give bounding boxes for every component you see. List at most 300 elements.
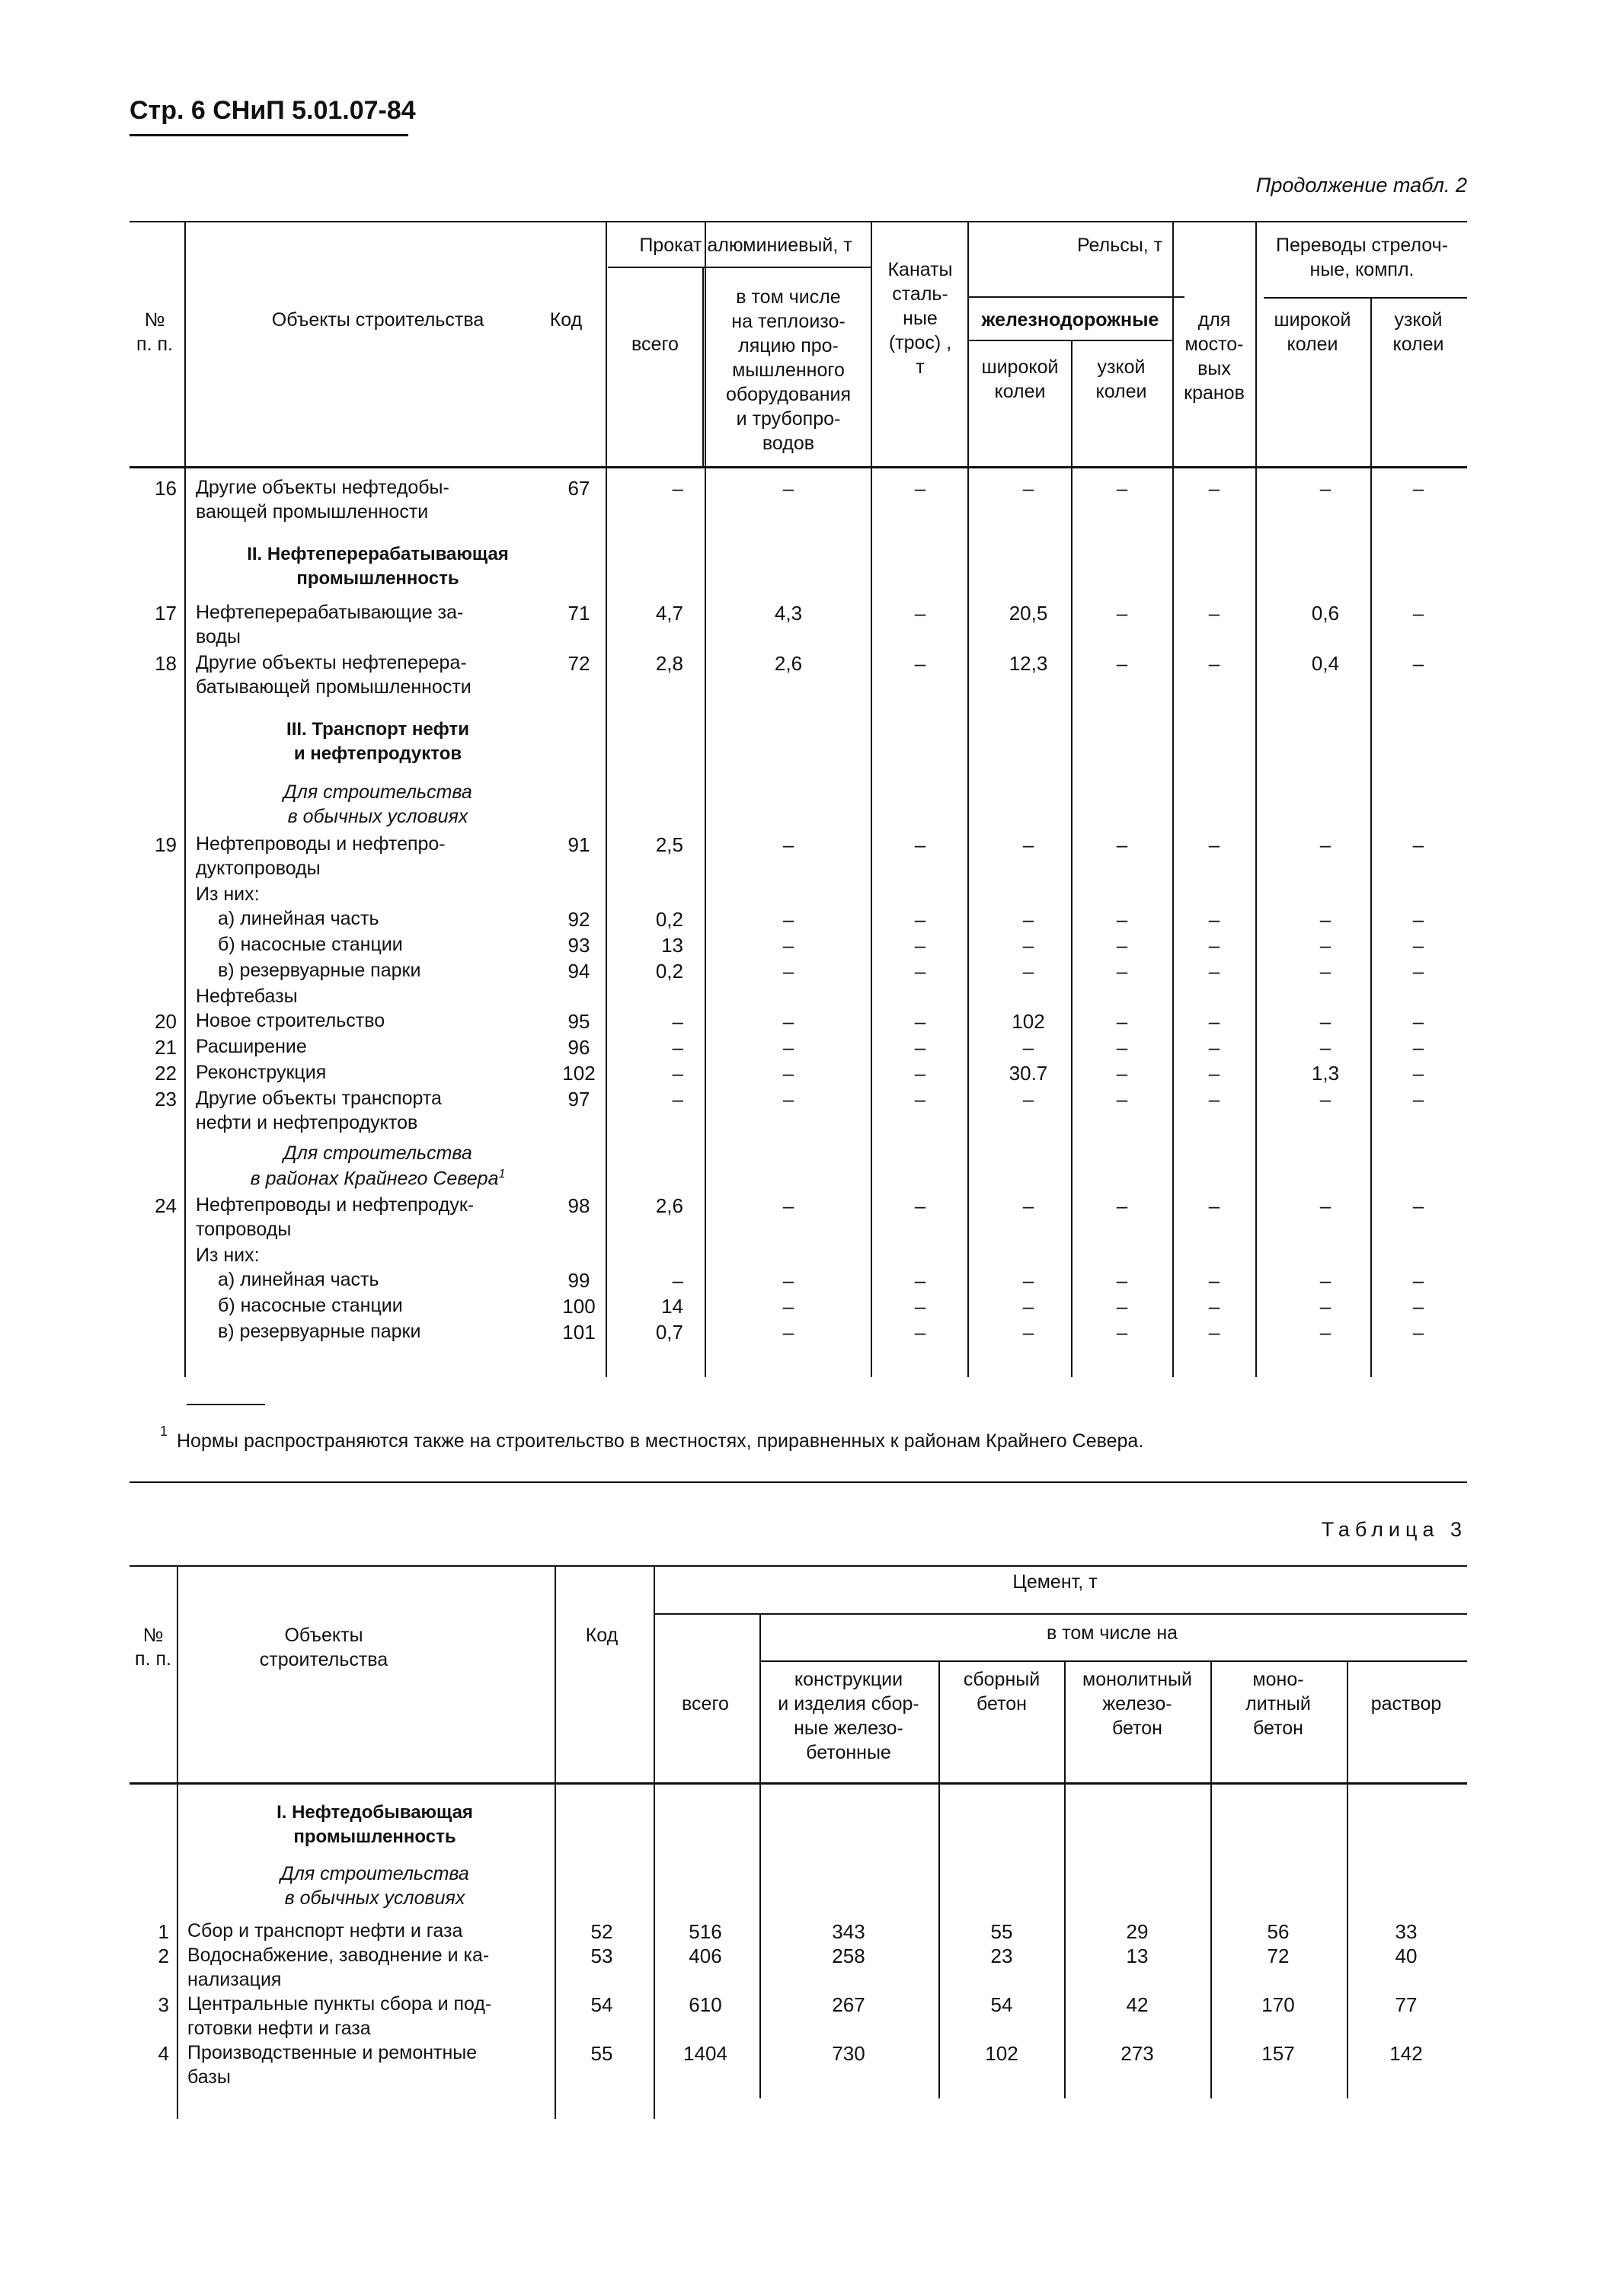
text: всего (682, 1693, 729, 1715)
table2-row-number: 21 (155, 1036, 177, 1059)
table2-cell: 12,3 (1009, 652, 1048, 675)
table2-row-name: Другие объекты нефтеперера- (196, 652, 467, 673)
table2-cell: 0,6 (1311, 602, 1340, 625)
table2-cell: – (1319, 1036, 1331, 1059)
table2-cell: – (1116, 1194, 1128, 1217)
text: узкой (1394, 309, 1443, 331)
table2-row-number: 18 (155, 652, 177, 675)
table3-cell: 29 (1126, 1920, 1149, 1943)
table3-cell: 170 (1261, 1993, 1295, 2016)
table2-cell: 1,3 (1311, 1062, 1340, 1085)
table3-header-cement: Цемент, т (1012, 1571, 1098, 1593)
table2-cell: – (1412, 1194, 1424, 1217)
text: моно- (1252, 1669, 1304, 1690)
table2-cell: – (1208, 1010, 1220, 1033)
table3-cell: 23 (990, 1945, 1013, 1967)
table2-cell: – (782, 1062, 794, 1085)
table2-row-name: Нефтепроводы и нефтепро- (196, 833, 446, 855)
table3-row-code: 55 (590, 2042, 613, 2065)
table2-row-name: Из них: (196, 1245, 260, 1266)
table3-row-name: готовки нефти и газа (187, 2018, 371, 2039)
table2-cell: – (1412, 1010, 1424, 1033)
table2-cell: 4,3 (774, 602, 803, 625)
text: на теплоизо- (731, 311, 846, 332)
table2-header-switches: Переводы стрелоч- (1275, 235, 1449, 256)
text: ные железо- (794, 1718, 903, 1739)
table2-cell: – (914, 1088, 926, 1111)
table3-row-name: Производственные и ремонтные (187, 2042, 478, 2063)
table2-cell: – (782, 1269, 794, 1292)
table2-header-ropes: (трос) , (888, 332, 952, 353)
column-line (184, 221, 186, 1377)
table2-row-code: 93 (567, 934, 590, 957)
page-header: Стр. 6 СНиП 5.01.07-84 (129, 96, 416, 125)
table2-row-code: 91 (567, 833, 590, 856)
footnote-separator (187, 1404, 265, 1405)
table2-row-name: Нефтепроводы и нефтепродук- (196, 1194, 475, 1216)
table2-cell: 4,7 (655, 602, 683, 625)
table2-cell: – (1208, 1088, 1220, 1111)
table2-header-ropes: Канаты (887, 259, 953, 280)
column-line (1071, 340, 1073, 1377)
table2-cell: – (914, 1194, 926, 1217)
table2-row-code: 67 (567, 477, 590, 500)
table2-section-heading: III. Транспорт нефти (286, 719, 469, 740)
table2-row-number: 22 (155, 1062, 177, 1085)
table3-cell: 157 (1261, 2042, 1295, 2065)
table2-cell: – (1022, 1321, 1034, 1344)
table3-cell: 1404 (683, 2042, 727, 2065)
table3-cell: 273 (1120, 2042, 1154, 2065)
table2-cell: 13 (661, 934, 683, 957)
table3-cell: 258 (832, 1945, 865, 1967)
table2-header-ropes: сталь- (892, 283, 948, 305)
table2-cell: – (1116, 1088, 1128, 1111)
table2-cell: – (914, 908, 926, 931)
text: монолитный (1082, 1669, 1192, 1690)
table2-cell: – (1116, 1321, 1128, 1344)
rule-line (608, 267, 871, 268)
footnote-text: Нормы распространяются также на строительство в местностях, приравненных к районам Крайнего Севера. (177, 1430, 1144, 1452)
table2-cell: – (1116, 652, 1128, 675)
table2-cell: – (1022, 934, 1034, 957)
column-line (654, 1565, 655, 2119)
table2-cell: – (782, 934, 794, 957)
table3-cell: 516 (689, 1920, 722, 1943)
table2-row-name: дуктопроводы (196, 858, 321, 879)
table2-row-name: нефти и нефтепродуктов (196, 1112, 418, 1133)
table2-cell: – (1208, 908, 1220, 931)
text: вых (1197, 358, 1231, 379)
text: широкой (981, 356, 1059, 378)
text: оборудования (725, 384, 852, 405)
table2-cell: – (782, 1194, 794, 1217)
table2-row-code: 94 (567, 960, 590, 983)
column-line (967, 221, 969, 1377)
table3-header-num: № (142, 1625, 164, 1646)
table2-row-name: Из них: (196, 884, 260, 905)
table2-cell: – (1319, 1269, 1331, 1292)
text: кранов (1184, 382, 1245, 404)
table2-cell: – (1208, 1062, 1220, 1085)
table3-cell: 406 (689, 1945, 722, 1967)
table2-cell: – (1116, 1269, 1128, 1292)
table3-subsection-heading: Для строительства (280, 1863, 469, 1884)
table2-row-name: а) линейная часть (218, 908, 379, 929)
table2-row-code: 71 (567, 602, 590, 625)
table3-section-heading: I. Нефтедобывающая (277, 1802, 473, 1823)
table2-row-number: 19 (155, 833, 177, 856)
rule-line (654, 1613, 1467, 1615)
text: бетон (1112, 1718, 1162, 1739)
text: сборный (963, 1669, 1041, 1690)
table3-cell: 730 (832, 2042, 865, 2065)
text: мышленного (732, 360, 845, 381)
column-line (606, 221, 607, 1377)
table3-cell: 56 (1267, 1920, 1290, 1943)
text: бетонные (806, 1742, 891, 1763)
text: п. п. (135, 1648, 171, 1670)
table2-header-ropes: ные (903, 308, 938, 329)
text: в том числе (736, 286, 841, 308)
table2-cell: – (1412, 833, 1424, 856)
table2-cell: – (1319, 477, 1331, 500)
table2-cell: – (1412, 1036, 1424, 1059)
text: конструкции (794, 1669, 903, 1690)
table2-cell: – (1412, 602, 1424, 625)
table2-row-code: 95 (567, 1010, 590, 1033)
table2-cell: – (672, 1062, 683, 1085)
table3-row-code: 54 (590, 1993, 613, 2016)
table2-cell: – (1319, 1194, 1331, 1217)
table2-cell: – (914, 960, 926, 983)
table3-cell: 102 (985, 2042, 1018, 2065)
table2-row-number: 24 (155, 1194, 177, 1217)
table3-header-rule (129, 1782, 1467, 1785)
text: колеи (994, 381, 1046, 402)
table2-cell: 102 (1012, 1010, 1045, 1033)
table3-top-rule (129, 1565, 1467, 1567)
table3-header-code: Код (585, 1625, 619, 1646)
table2-row-code: 92 (567, 908, 590, 931)
table2-cell: – (914, 1062, 926, 1085)
text: всего (631, 334, 679, 355)
table3-row-code: 53 (590, 1945, 613, 1967)
table3-section-heading: промышленность (293, 1826, 456, 1847)
table2-row-code: 99 (567, 1269, 590, 1292)
text: колеи (1287, 334, 1338, 355)
table2-cell: – (1116, 477, 1128, 500)
table2-cell: 2,8 (655, 652, 683, 675)
table2-cell: 2,5 (655, 833, 683, 856)
table2-row-code: 101 (562, 1321, 596, 1344)
column-line (1172, 221, 1174, 1377)
table2-cell: 20,5 (1009, 602, 1048, 625)
table2-row-name: а) линейная часть (218, 1269, 379, 1290)
table2-cell: – (1319, 1088, 1331, 1111)
table2-cell: – (914, 1010, 926, 1033)
table2-row-name: вающей промышленности (196, 501, 429, 523)
column-line (555, 1565, 556, 2119)
table2-cell: – (914, 652, 926, 675)
table2-cell: – (914, 934, 926, 957)
table2-cell: – (1208, 652, 1220, 675)
table2-cell: – (914, 1269, 926, 1292)
text: бетон (977, 1693, 1027, 1715)
table2-row-code: 98 (567, 1194, 590, 1217)
table2-cell: – (1319, 833, 1331, 856)
table2-cell: – (1116, 1062, 1128, 1085)
column-line (177, 1565, 178, 2119)
table2-cell: – (782, 1295, 794, 1318)
table2-subsection-heading: Для строительства (283, 1142, 472, 1164)
table2-cell: – (1208, 602, 1220, 625)
table2-cell: – (782, 1036, 794, 1059)
table2-header-rails: Рельсы, т (1076, 235, 1163, 256)
table2-cell: – (1022, 960, 1034, 983)
table2-cell: – (1412, 908, 1424, 931)
table2-row-name: топроводы (196, 1219, 292, 1240)
text: литный (1245, 1693, 1311, 1715)
table3-cell: 142 (1389, 2042, 1423, 2065)
column-line (938, 1660, 940, 2098)
table3-cell: 610 (689, 1993, 722, 2016)
table2-row-code: 72 (567, 652, 590, 675)
table2-cell: – (1116, 602, 1128, 625)
table2-cell: – (1319, 960, 1331, 983)
table2-cell: – (672, 477, 683, 500)
text: железо- (1102, 1693, 1172, 1715)
table3-row-name: нализация (187, 1969, 282, 1990)
table2-row-name: в) резервуарные парки (218, 1321, 421, 1342)
table2-cell: – (1412, 1321, 1424, 1344)
table2-row-name: в) резервуарные парки (218, 960, 421, 981)
table2-section-heading: II. Нефтеперерабатывающая (247, 544, 509, 564)
text: мосто- (1184, 334, 1244, 355)
table2-row-name: Новое строительство (196, 1010, 385, 1031)
column-line (1370, 297, 1372, 1377)
table2-row-name: Нефтебазы (196, 986, 298, 1007)
table2-cell: – (1319, 1321, 1331, 1344)
table2-cell: – (1319, 1010, 1331, 1033)
table2-header-objects: Объекты строительства (271, 309, 484, 331)
table2-cell: 0,2 (655, 908, 683, 931)
table2-cell: – (914, 602, 926, 625)
table3-cell: 72 (1267, 1945, 1290, 1967)
table2-cell: – (1208, 833, 1220, 856)
table2-cell: – (1116, 934, 1128, 957)
table2-cell: 0,7 (655, 1321, 683, 1344)
table2-row-name: Другие объекты транспорта (196, 1088, 442, 1109)
table2-row-number: 23 (155, 1088, 177, 1111)
column-line (1255, 221, 1257, 1377)
table2-subsection-heading: в обычных условиях (287, 806, 468, 827)
text: раствор (1370, 1693, 1442, 1715)
text: п. п. (136, 334, 173, 355)
table2-cell: – (1208, 1269, 1220, 1292)
table2-cell: – (1208, 960, 1220, 983)
table3-cell: 33 (1395, 1920, 1418, 1943)
text: в том числе на (1046, 1622, 1178, 1644)
column-line (705, 221, 706, 1377)
text: широкой (1274, 309, 1351, 331)
table2-header-rule (129, 466, 1467, 468)
text: узкой (1097, 356, 1146, 378)
table3-row-name: базы (187, 2066, 231, 2088)
table2-cell: – (1022, 1088, 1034, 1111)
table2-cell: – (1116, 1010, 1128, 1033)
table3-cell: 40 (1395, 1945, 1418, 1967)
table2-cell: – (914, 833, 926, 856)
table2-header-aluminum: Прокат алюминиевый, т (639, 235, 852, 256)
column-line (871, 221, 872, 1377)
section-divider (129, 1481, 1467, 1483)
table3-cell: 343 (832, 1920, 865, 1943)
text: для (1197, 309, 1231, 331)
text: колеи (1095, 381, 1147, 402)
table2-row-name: воды (196, 626, 241, 647)
table3-cell: 55 (990, 1920, 1013, 1943)
column-line (1347, 1660, 1348, 2098)
table2-header-code: Код (549, 309, 583, 331)
table2-cell: – (672, 1036, 683, 1059)
table3-cell: 54 (990, 1993, 1013, 2016)
table2-cell: – (1412, 1269, 1424, 1292)
table2-row-code: 97 (567, 1088, 590, 1111)
table2-cell: – (1022, 1269, 1034, 1292)
table2-row-name: б) насосные станции (218, 1295, 403, 1316)
table2-cell: – (914, 477, 926, 500)
column-line (759, 1613, 761, 2098)
table2-cell: – (782, 833, 794, 856)
table3-subsection-heading: в обычных условиях (284, 1887, 465, 1909)
table2-cell: – (1116, 908, 1128, 931)
rule-line (1264, 297, 1467, 299)
table2-cell: – (672, 1269, 683, 1292)
column-line (1064, 1660, 1066, 2098)
table2-row-number: 16 (155, 477, 177, 500)
table3-row-code: 52 (590, 1920, 613, 1943)
table2-cell: – (1412, 477, 1424, 500)
column-line (702, 267, 704, 466)
text: и трубопро- (736, 408, 841, 430)
table3-header-objects: строительства (259, 1649, 388, 1670)
table2-row-number: 17 (155, 602, 177, 625)
table2-cell: – (1116, 833, 1128, 856)
table2-caption: Продолжение табл. 2 (1255, 174, 1467, 197)
table2-cell: 2,6 (655, 1194, 683, 1217)
text: колеи (1392, 334, 1444, 355)
table2-row-code: 102 (562, 1062, 596, 1085)
table2-cell: – (1116, 1036, 1128, 1059)
table2-cell: – (1208, 934, 1220, 957)
table2-cell: – (1022, 908, 1034, 931)
table2-cell: – (1412, 960, 1424, 983)
table2-cell: – (672, 1088, 683, 1111)
table2-cell: – (1022, 477, 1034, 500)
table2-row-name: Реконструкция (196, 1062, 327, 1083)
table2-cell: – (782, 1088, 794, 1111)
table2-cell: 0,2 (655, 960, 683, 983)
table3-row-name: Водоснабжение, заводнение и ка- (187, 1945, 490, 1966)
table2-cell: – (1412, 1088, 1424, 1111)
text: бетон (1253, 1718, 1303, 1739)
table2-cell: – (672, 1010, 683, 1033)
table2-cell: – (1412, 1295, 1424, 1318)
table3-row-number: 1 (158, 1920, 169, 1943)
table2-cell: – (1208, 1295, 1220, 1318)
table2-cell: – (782, 1010, 794, 1033)
table2-cell: – (1022, 1036, 1034, 1059)
text: ляцию про- (738, 335, 839, 356)
table2-row-code: 100 (562, 1295, 596, 1318)
text: водов (762, 433, 815, 454)
table2-row-name: Другие объекты нефтедобы- (196, 477, 449, 498)
table3-header-objects: Объекты (284, 1625, 363, 1646)
table2-cell: – (1208, 1036, 1220, 1059)
table3-row-name: Центральные пункты сбора и под- (187, 1993, 492, 2015)
table2-top-rule (129, 221, 1467, 222)
table2-row-name: б) насосные станции (218, 934, 403, 955)
table2-row-name: Расширение (196, 1036, 307, 1057)
table2-cell: – (1116, 960, 1128, 983)
table2-cell: – (1319, 908, 1331, 931)
table2-cell: – (1208, 1321, 1220, 1344)
text: железнодорожные (981, 309, 1159, 331)
table2-cell: – (1116, 1295, 1128, 1318)
table2-cell: – (914, 1295, 926, 1318)
table2-cell: – (1412, 1062, 1424, 1085)
table2-cell: – (914, 1321, 926, 1344)
table2-cell: – (914, 1036, 926, 1059)
table3-cell: 42 (1126, 1993, 1149, 2016)
table3-row-name: Сбор и транспорт нефти и газа (187, 1920, 463, 1941)
table2-row-number: 20 (155, 1010, 177, 1033)
text: и изделия сбор- (778, 1693, 919, 1715)
table2-header-ropes: т (916, 356, 925, 378)
table2-row-name: батывающей промышленности (196, 676, 472, 698)
table3-row-number: 2 (158, 1945, 169, 1967)
table2-cell: – (1208, 477, 1220, 500)
table2-subsection-heading: Для строительства (283, 781, 472, 803)
table3-cell: 267 (832, 1993, 865, 2016)
table2-header-switches: ные, компл. (1309, 259, 1415, 280)
table3-cell: 13 (1126, 1945, 1149, 1967)
table2-cell: 14 (661, 1295, 683, 1318)
table2-cell: – (1412, 652, 1424, 675)
table3-row-number: 3 (158, 1993, 169, 2016)
table2-cell: – (1022, 1194, 1034, 1217)
rule-line (759, 1660, 1467, 1662)
table2-header-num: № (144, 309, 165, 331)
table2-cell: 30.7 (1009, 1062, 1048, 1085)
table2-row-name: Нефтеперерабатывающие за- (196, 602, 464, 623)
column-line (1210, 1660, 1212, 2098)
rule-line (969, 296, 1184, 298)
table2-cell: – (782, 477, 794, 500)
table3-caption: Таблица 3 (1321, 1518, 1467, 1541)
table3-row-number: 4 (158, 2042, 169, 2065)
table2-subsection-heading: в районах Крайнего Севера$^1$ (250, 1168, 506, 1190)
table2-cell: 0,4 (1311, 652, 1340, 675)
table2-cell: – (1319, 1295, 1331, 1318)
table2-cell: – (782, 960, 794, 983)
footnote-mark: 1 (160, 1424, 168, 1439)
table2-cell: – (782, 908, 794, 931)
table2-cell: – (1319, 934, 1331, 957)
table2-cell: – (782, 1321, 794, 1344)
table2-cell: 2,6 (774, 652, 803, 675)
